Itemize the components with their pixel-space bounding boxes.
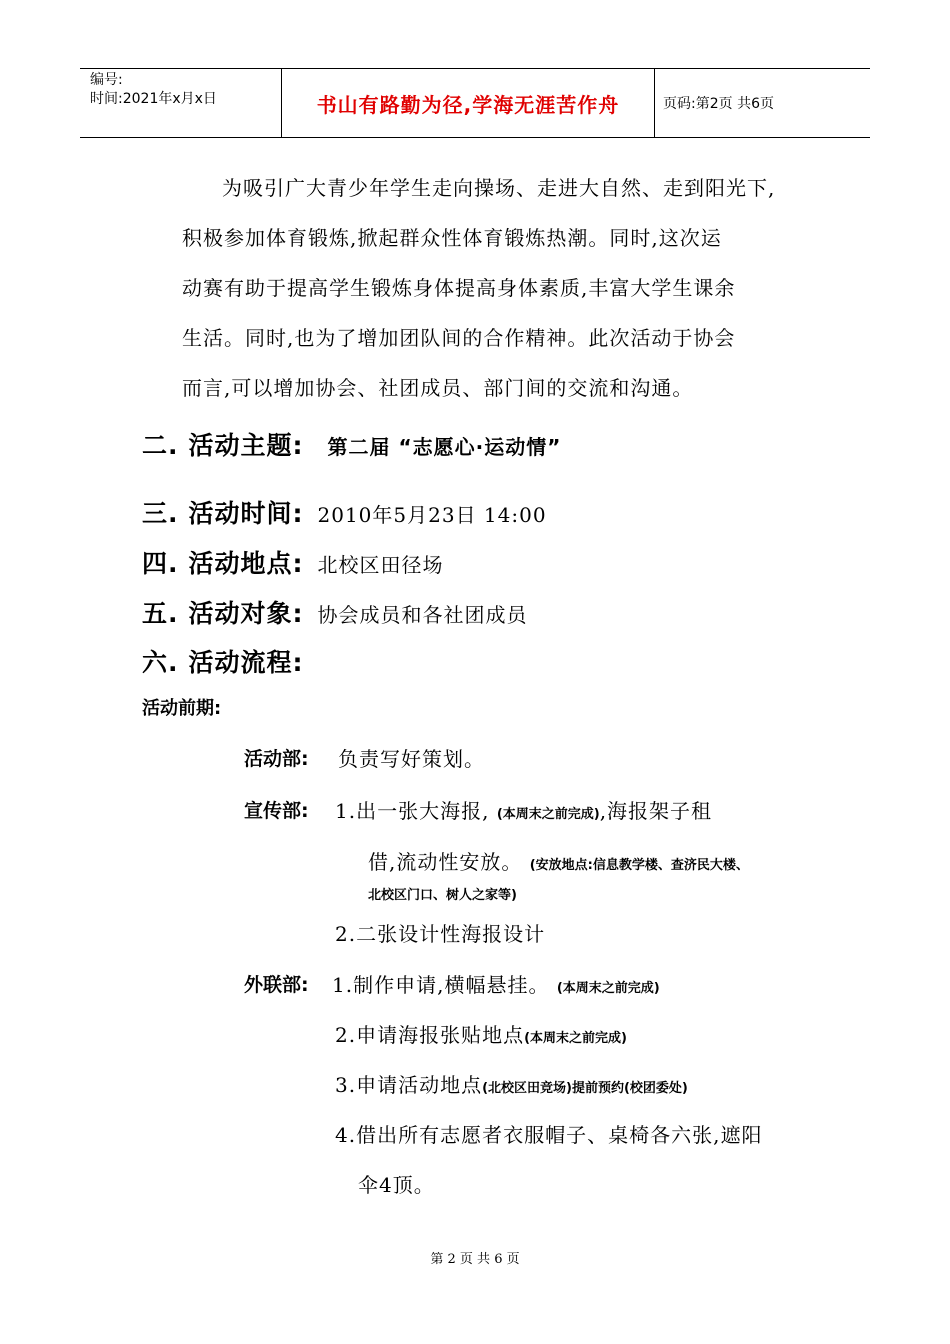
header-page-code: 页码:第2页 共6页 — [663, 96, 774, 112]
section-value: 第二届 “志愿心·运动情” — [327, 435, 562, 459]
activity-dept-label: 活动部: — [244, 748, 309, 770]
section-label: 活动流程: — [188, 648, 304, 677]
header-motto: 书山有路勤为径,学海无涯苦作舟 — [282, 69, 655, 137]
liaison-item-3-text: 3.申请活动地点 — [335, 1073, 483, 1097]
intro-line-2: 积极参加体育锻炼,掀起群众性体育锻炼热潮。同时,这次运 — [182, 226, 722, 250]
section-value: 北校区田径场 — [317, 553, 444, 577]
activity-dept-task: 负责写好策划。 — [338, 747, 485, 771]
publicity-dept-label: 宣传部: — [244, 800, 309, 822]
section-number: 三. — [142, 499, 179, 528]
section-number: 六. — [142, 648, 179, 677]
liaison-item-1 — [332, 969, 660, 998]
page-header — [80, 68, 870, 138]
section-label: 活动时间: — [188, 499, 304, 528]
section-place — [142, 544, 444, 580]
section-label: 活动对象: — [188, 599, 304, 628]
publicity-item-1-place-2: 北校区门口、树人之家等) — [368, 888, 517, 903]
publicity-item-1-text: 1.出一张大海报, — [335, 799, 490, 823]
intro-line-1: 为吸引广大青少年学生走向操场、走进大自然、走到阳光下, — [222, 176, 776, 200]
intro-line-3: 动赛有助于提高学生锻炼身体提高身体素质,丰富大学生课余 — [182, 276, 736, 300]
publicity-item-1-note: (本周末之前完成) — [496, 807, 600, 822]
page-footer: 第 2 页 共 6 页 — [430, 1252, 520, 1267]
liaison-item-1-text: 1.制作申请,横幅悬挂。 — [332, 973, 550, 997]
liaison-item-2 — [335, 1019, 627, 1048]
intro-line-4: 生活。同时,也为了增加团队间的合作精神。此次活动于协会 — [182, 326, 736, 350]
section-label: 活动地点: — [188, 549, 304, 578]
publicity-item-1 — [335, 795, 712, 824]
section-label: 活动主题: — [188, 431, 304, 460]
time-label: 时间:2021年x月x日 — [90, 91, 217, 107]
section-number: 四. — [142, 549, 179, 578]
publicity-item-1-place: (安放地点:信息教学楼、查济民大楼、 — [529, 858, 749, 873]
intro-line-5: 而言,可以增加协会、社团成员、部门间的交流和沟通。 — [182, 376, 694, 400]
section-theme — [142, 426, 561, 462]
header-meta — [80, 69, 282, 137]
publicity-item-2: 2.二张设计性海报设计 — [335, 922, 546, 946]
publicity-item-1-cont — [368, 846, 749, 875]
liaison-item-2-text: 2.申请海报张贴地点 — [335, 1023, 525, 1047]
section-target — [142, 594, 528, 630]
section-value: 协会成员和各社团成员 — [317, 603, 528, 627]
section-value: 2010年5月23日 14:00 — [317, 503, 547, 527]
number-label: 编号: — [90, 72, 123, 88]
section-number: 二. — [142, 431, 179, 460]
liaison-item-3-note: (北校区田竞场)提前预约(校团委处) — [482, 1081, 688, 1096]
liaison-item-1-note: (本周末之前完成) — [556, 981, 660, 996]
liaison-item-4-cont: 伞4顶。 — [358, 1173, 435, 1197]
liaison-item-3 — [335, 1069, 688, 1098]
section-time — [142, 494, 547, 530]
publicity-item-1-text-b: ,海报架子租 — [599, 799, 713, 823]
liaison-item-4: 4.借出所有志愿者衣服帽子、桌椅各六张,遮阳 — [335, 1123, 763, 1147]
section-flow — [142, 643, 304, 679]
publicity-item-1-text-c: 借,流动性安放。 — [368, 850, 523, 874]
pre-period-heading: 活动前期: — [142, 698, 222, 719]
liaison-dept-label: 外联部: — [244, 974, 309, 996]
section-number: 五. — [142, 599, 179, 628]
liaison-item-2-note: (本周末之前完成) — [524, 1031, 627, 1046]
